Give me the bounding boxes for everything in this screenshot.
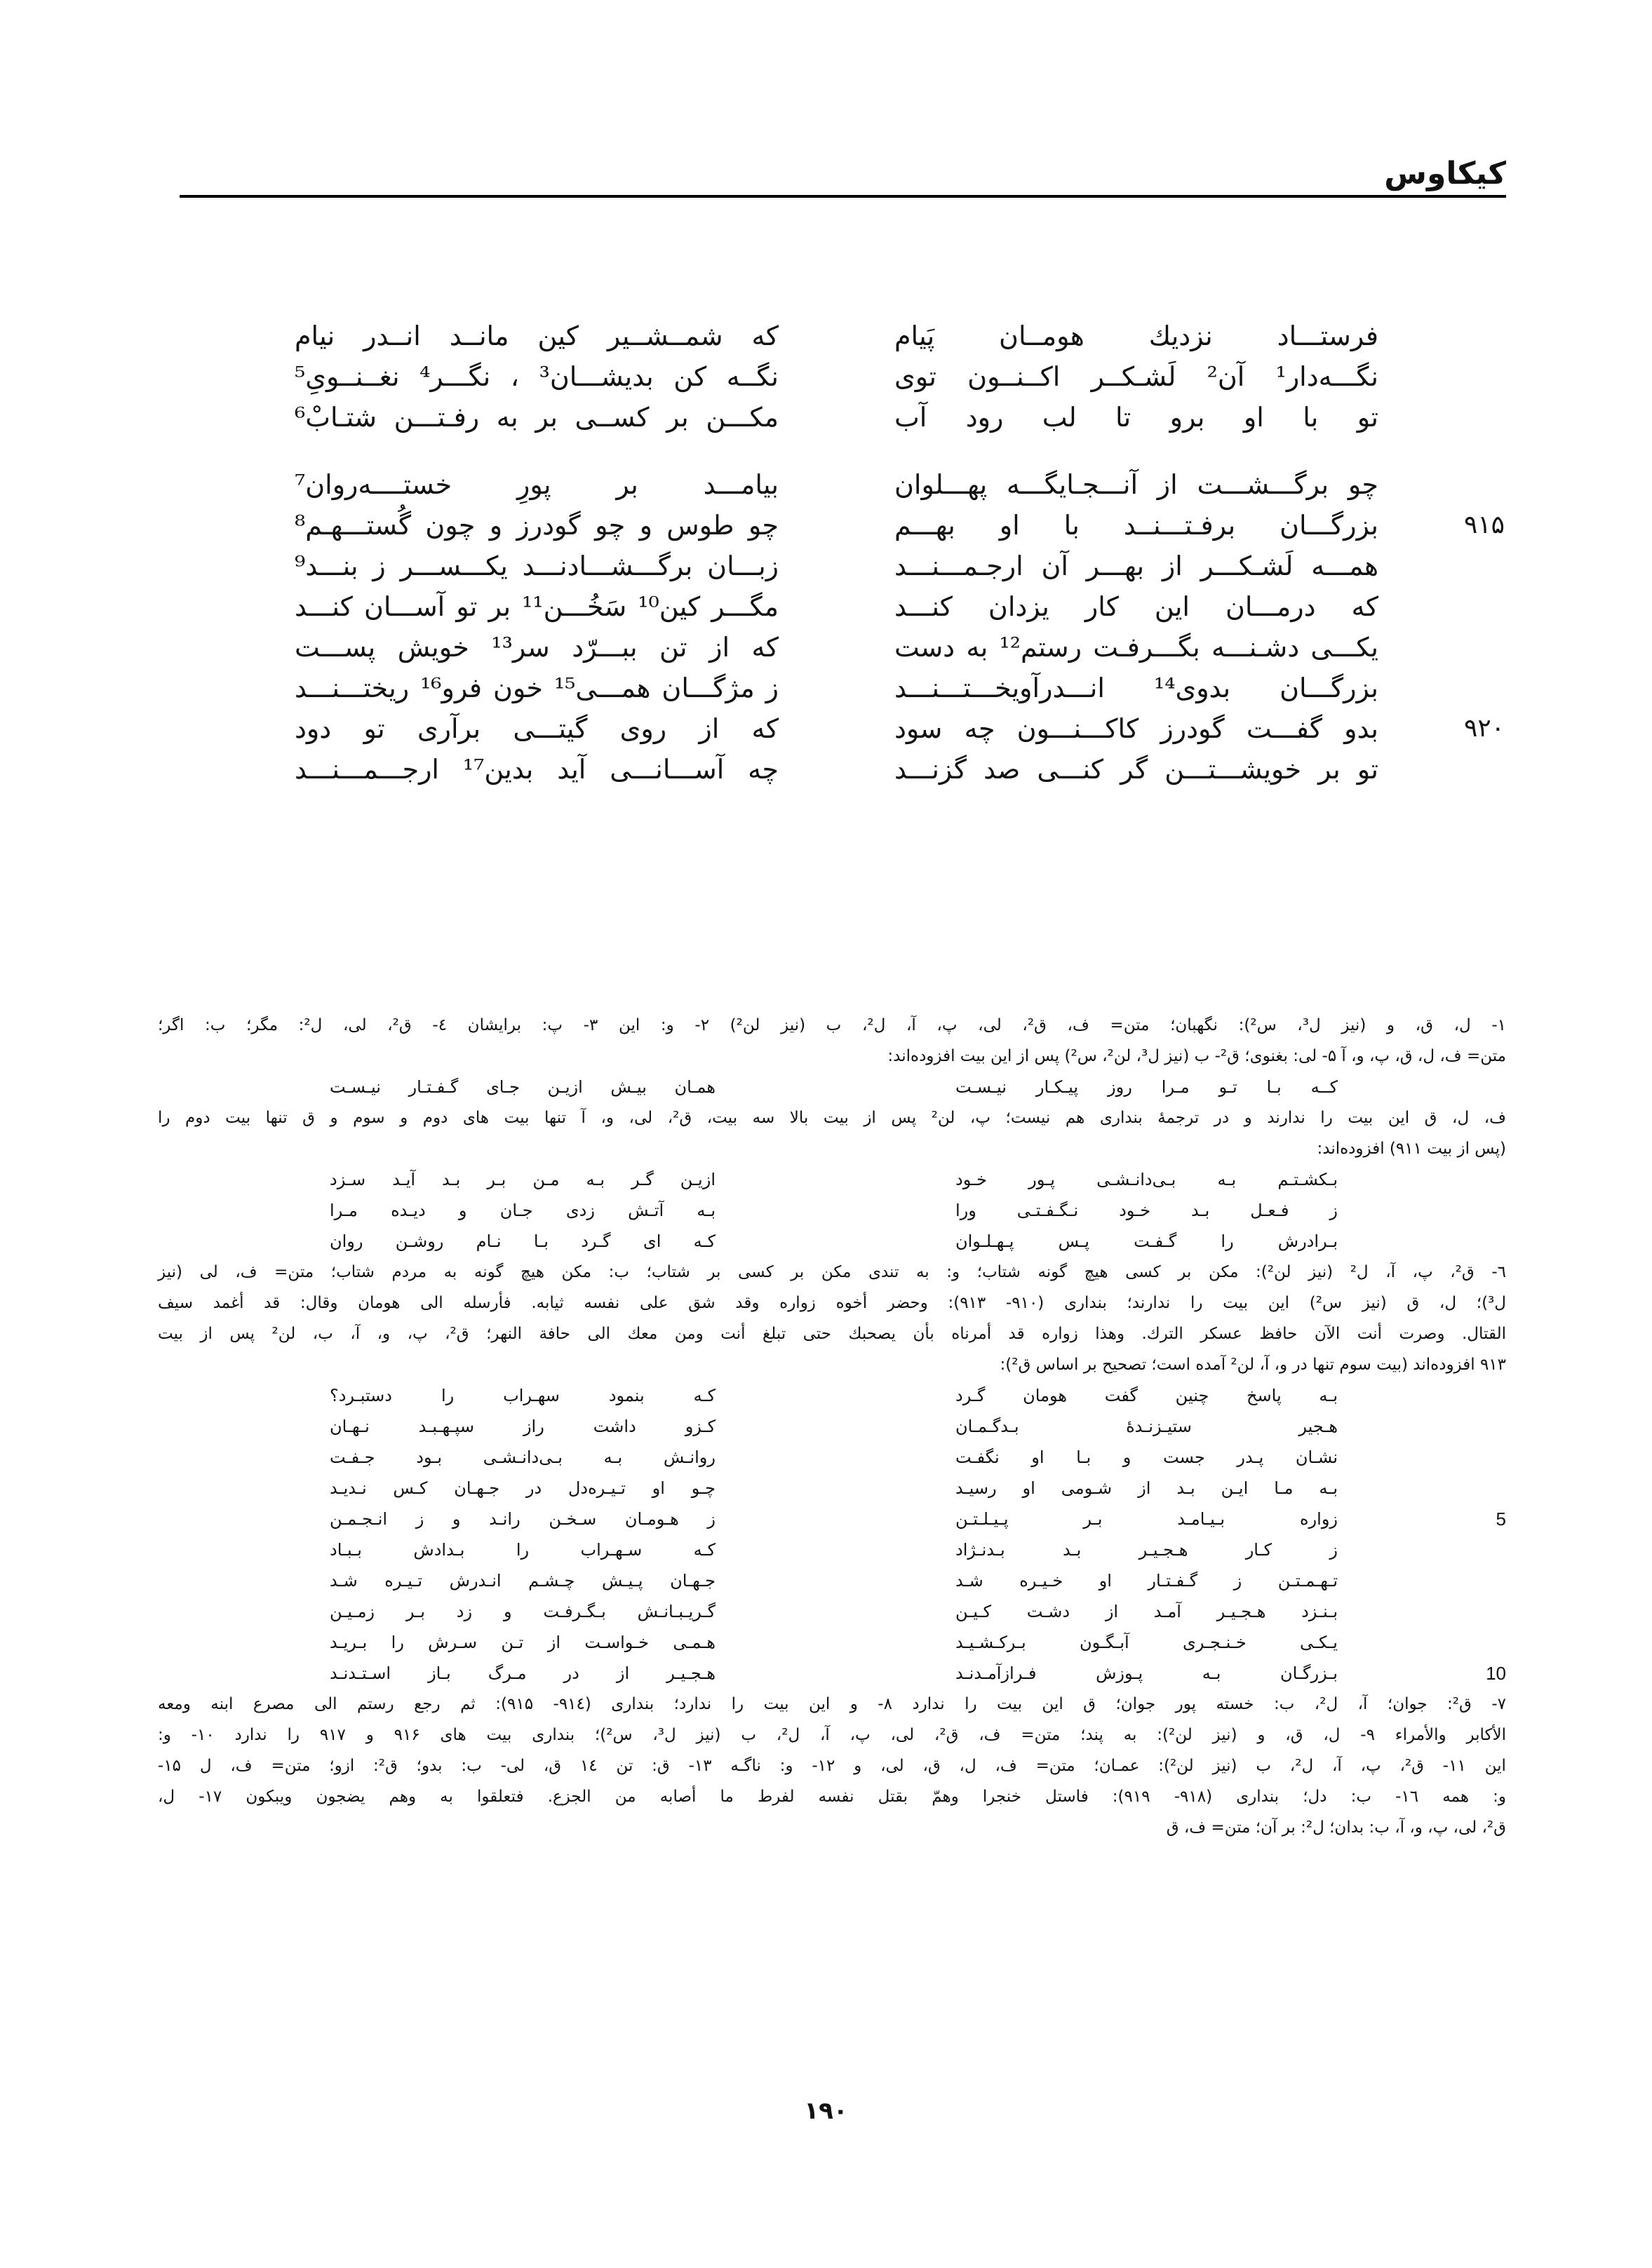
footnote-line: ۷- ق²: جوان؛ آ، ل²، ب: خسته پور جوان؛ ق این بیت را ندارد ۸- و این بیت را ندارد؛ بنداری (۹۱٤- ۹۱۵): ثم رجع رستم الی مصرع ابنه ومعه xyxy=(158,1695,1506,1713)
hemistich-first: فرستـــاد نزدیك هومــان پَیام xyxy=(894,320,1378,351)
footnote-hemistich-first: ز فـعـل بـد خـود نـگـفـتـی ورا xyxy=(955,1201,1338,1220)
footnote-line: القتال. وصرت أنت الآن حافظ عسکر الترك. وهذا زواره قد أمرناه بأن یصحبك حتی تبلغ أنت ومن معك الی حافة النهر؛ ق²، پ، و، آ، ب، لن² پس از بیت xyxy=(158,1325,1506,1343)
footnote-hemistich-first: بـنـزد هـجـیـر آمـد از دشـت کـیـن xyxy=(955,1602,1338,1621)
footnote-hemistich-first: کــه بـا تـو مـرا روز پیـکـار نیـسـت xyxy=(955,1077,1338,1097)
hemistich-second: که از تن ببـــرّد سر¹³ خویش پســـت xyxy=(295,632,779,663)
footnote-hemistich-first: زواره بـیـامـد بـر پـیـلـتـن xyxy=(955,1509,1338,1529)
hemistich-second: مکـــن بر کســی بر به رفـتـــن شتـابْ⁶ xyxy=(295,402,779,433)
footnote-verse xyxy=(158,1380,1506,1411)
footnote-verse xyxy=(158,1072,1506,1102)
footnote-verse xyxy=(158,1442,1506,1473)
hemistich-second: که شمــشــیر کین مانــد انــدر نیام xyxy=(295,320,779,351)
hemistich-second: زبـــان برگـــشـــادنـــد یکـــســـر ز بنـــد⁹ xyxy=(295,551,779,581)
footnote-hemistich-first: بـزرگـان بـه پـوزش فـرازآمـدنـد xyxy=(955,1663,1338,1683)
couplet xyxy=(295,397,1505,438)
hemistich-second: چو طوس و چو گودرز و چون گُستـــهـم⁸ xyxy=(295,510,779,541)
hemistich-first: یکـــی دشـنـــه بگـــرفـت رستم¹² به دست xyxy=(894,632,1378,663)
hemistich-second: بیامـــد بر پورِ خستــــه‌روان⁷ xyxy=(295,469,779,500)
footnote-verse xyxy=(158,1565,1506,1596)
hemistich-first: که درمـــان این کار یزدان کنـــد xyxy=(894,591,1378,622)
footnote-hemistich-second: کـه بنمود سهـراب را دستبـرد؟ xyxy=(330,1386,716,1405)
footnote-hemistich-first: بـکشـتـم بـه بـی‌دانـشـی پـور خـود xyxy=(955,1170,1338,1189)
footnote-verse xyxy=(158,1504,1506,1534)
couplet xyxy=(295,546,1505,586)
footnote-line: ۱- ل، ق، و (نیز ل³، س²): نگهبان؛ متن= ف، ق²، لی، پ، آ، ل²، ب (نیز لن²) ۲- و: این ۳- پ: برایشان ٤- ق²، لی، ل²: مگر؛ ب: اگر؛ xyxy=(158,1016,1506,1034)
footnote-hemistich-second: گـریـبـانـش بـگـرفـت و زد بـر زمـیـن xyxy=(330,1602,716,1621)
running-header-title: کیکاوس xyxy=(1384,156,1506,191)
hemistich-first: چو برگـــشـــت از آنـــجـایگـــه پهـــلوان xyxy=(894,469,1378,500)
hemistich-first: بزرگـــان بدوی¹⁴ انـــدرآویخـــتـــنـــد xyxy=(894,673,1378,703)
footnote-verse xyxy=(158,1411,1506,1442)
hemistich-second: که از روی گیتـــی برآری تو دود xyxy=(295,713,779,744)
footnote-hemistich-second: کـزو داشت راز سپـهـبـد نـهـان xyxy=(330,1417,716,1436)
couplet xyxy=(295,356,1505,397)
footnote-verse xyxy=(158,1596,1506,1627)
couplet xyxy=(295,627,1505,668)
footnote-hemistich-second: روانـش بـه بـی‌دانـشـی بـود جـفـت xyxy=(330,1447,716,1467)
footnote-hemistich-second: ز هـومـان سـخـن رانـد و ز انـجـمـن xyxy=(330,1509,716,1529)
footnote-verse-number: 5 xyxy=(1496,1508,1506,1530)
footnote-hemistich-second: همـان بیـش ازیـن جـای گـفـتـار نیـسـت xyxy=(330,1077,716,1097)
header-divider xyxy=(180,195,1506,198)
footnote-hemistich-first: تـهـمـتـن ز گـفـتـار او خـیـره شـد xyxy=(955,1571,1338,1591)
footnote-verse xyxy=(158,1534,1506,1565)
footnote-hemistich-first: هـجیر ستیـزنـدهٔ بـدگـمـان xyxy=(955,1417,1338,1436)
footnote-line: الأکابر والأمراء ۹- ل، ق، و (نیز لن²): به پند؛ متن= ف، ق²، لی، پ، آ، ل²، ب (نیز ل³، س²)؛ بنداری بیت های ۹۱۶ و ۹۱۷ را ندارد ۱۰- و: xyxy=(158,1726,1506,1744)
footnote-verse xyxy=(158,1473,1506,1504)
hemistich-second: ز مژگـــان همـــی¹⁵ خون فرو¹⁶ ریختـــنـــد xyxy=(295,673,779,703)
hemistich-first: همـــه لَشـکـــر از بهـــر آن ارجـمـــنـــد xyxy=(894,551,1378,581)
footnote-hemistich-second: کـه سـهـراب را بـدادش بـبـاد xyxy=(330,1540,716,1560)
couplet xyxy=(295,464,1505,505)
footnote-hemistich-second: جـهـان پـیـش چـشـم انـدرش تـیـره شـد xyxy=(330,1571,716,1591)
footnote-verse xyxy=(158,1195,1506,1226)
footnote-hemistich-second: بـه آتـش زدی جـان و دیـده مـرا xyxy=(330,1201,716,1220)
couplet xyxy=(295,749,1505,790)
hemistich-first: تو با او برو تا لب رود آب xyxy=(894,402,1378,433)
footnote-verse xyxy=(158,1658,1506,1689)
footnote-hemistich-second: هـجـیـر از در مـرگ بـاز اسـتـدنـد xyxy=(330,1663,716,1683)
footnote-line: این ۱۱- ق²، پ، آ، ل²، ب (نیز لن²): عمـان؛ متن= ف، ل، ق، لی، و ۱۲- و: ناگـه ۱۳- ق: تن ۱٤ ق، لی- ب: بدو؛ ق²: ازو؛ متن= ف، ل ۱۵- xyxy=(158,1757,1506,1775)
footnote-line: ٦- ق²، پ، آ، ل² (نیز لن²): مکن بر کسی هیچ گونه شتاب؛ و: به تندی مکن بر کسی بر شتاب؛ ب: مکن هیچ گونه به مردم شتاب؛ متن= ف، لی (نیز xyxy=(158,1263,1506,1281)
hemistich-second: مگـــر کین¹⁰ سَخُـــن¹¹ بر تو آســـان کنـــد xyxy=(295,591,779,622)
hemistich-first: بزرگـــان برفـتـــنــد با او بهـــم xyxy=(894,510,1378,541)
hemistich-second: چه آســـانـــی آید بدین¹⁷ ارجـــمـــنـــد xyxy=(295,754,779,785)
footnote-hemistich-second: ازیـن گـر بـه مـن بـر بـد آیـد سـزد xyxy=(330,1170,716,1189)
page-number: ۱۹۰ xyxy=(804,2097,848,2125)
couplet xyxy=(295,708,1505,749)
footnote-hemistich-first: بـه مـا ایـن بـد از شـومی او رسیـد xyxy=(955,1478,1338,1498)
footnote-line: (پس از بیت ۹۱۱) افزوده‌اند: xyxy=(1317,1140,1506,1158)
footnote-line: ۹۱۳ افزوده‌اند (بیت سوم تنها در و، آ، لن² آمده است؛ تصحیح بر اساس ق²): xyxy=(1000,1356,1506,1374)
couplet xyxy=(295,668,1505,708)
footnote-line: ق²، لی، پ، و، آ، ب: بدان؛ ل²: بر آن؛ متن= ف، ق xyxy=(1166,1818,1506,1837)
footnote-hemistich-first: بـه پاسخ چنین گفت هومان گـرد xyxy=(955,1386,1338,1405)
footnote-verse xyxy=(158,1226,1506,1257)
footnote-verse xyxy=(158,1164,1506,1195)
footnote-hemistich-first: ز کـار هـجـیـر بـد بـدنـژاد xyxy=(955,1540,1338,1560)
footnote-line: و: همه ۱٦- ب: دل؛ بنداری (۹۱۸- ۹۱۹): فاستل خنجرا وهمّ بقتل نفسه لفرط ما أصابه من الجزع. فتعلقوا به وهم یضجون ویبکون ۱۷- ل، xyxy=(158,1788,1506,1806)
footnote-line: ل³)؛ ل، ق (نیز س²) این بیت را ندارند؛ بنداری (۹۱۰- ۹۱۳): وحضر أخوه زواره وقد شق علی نفسه ثیابه. فأرسله الی هومان وقال: قد أغمد سیف xyxy=(158,1294,1506,1312)
couplet xyxy=(295,316,1505,356)
footnote-verse-number: 10 xyxy=(1486,1663,1506,1684)
hemistich-second: نگــه کن بدیشـــان³ ، نگـــر⁴ نغــنــویِ⁵ xyxy=(295,361,779,392)
couplet xyxy=(295,586,1505,627)
footnote-line: متن= ف، ل، ق، پ، و، آ ۵- لی: بغنوی؛ ق²- ب (نیز ل³، لن²، س²) پس از این بیت افزوده‌اند: xyxy=(887,1047,1506,1065)
footnote-verse xyxy=(158,1627,1506,1658)
footnote-line: ف، ل، ق این بیت را ندارند و در ترجمهٔ بنداری هم نیست؛ پ، لن² پس از بیت بالا سه بیت، ق²، لی، و، آ تنها بیت های دوم و سوم و ق تنها بیت دوم را xyxy=(158,1109,1506,1127)
footnote-hemistich-first: بـرادرش را گـفـت پـس پـهـلـوان xyxy=(955,1231,1338,1251)
hemistich-first: نگـــه‌دار¹ آن² لَشـکــر اکــنــون توی xyxy=(894,361,1378,392)
verse-number: ۹۲۰ xyxy=(1463,714,1505,743)
footnote-hemistich-first: نشـان پـدر جست و بـا او نگفـت xyxy=(955,1447,1338,1467)
footnote-hemistich-first: یـکـی خـنـجـری آبـگـون بـرکـشـیـد xyxy=(955,1633,1338,1652)
footnotes-section xyxy=(158,1010,1506,1843)
hemistich-first: بدو گفـــت گودرز کاکـــنـــون چه سود xyxy=(894,713,1378,744)
footnote-hemistich-second: چـو او تـیـره‌دل در جـهـان کـس نـدیـد xyxy=(330,1478,716,1498)
verse-number: ۹۱۵ xyxy=(1463,511,1505,539)
poem-body xyxy=(295,316,1505,790)
couplet xyxy=(295,505,1505,546)
footnote-hemistich-second: هـمـی خـواسـت از تـن سـرش را بـریـد xyxy=(330,1633,716,1652)
footnote-hemistich-second: کـه ای گـرد بـا نـام روشـن روان xyxy=(330,1231,716,1251)
hemistich-first: تو بر خویشـــتـــن گر کنـــی صد گزنـــد xyxy=(894,754,1378,785)
